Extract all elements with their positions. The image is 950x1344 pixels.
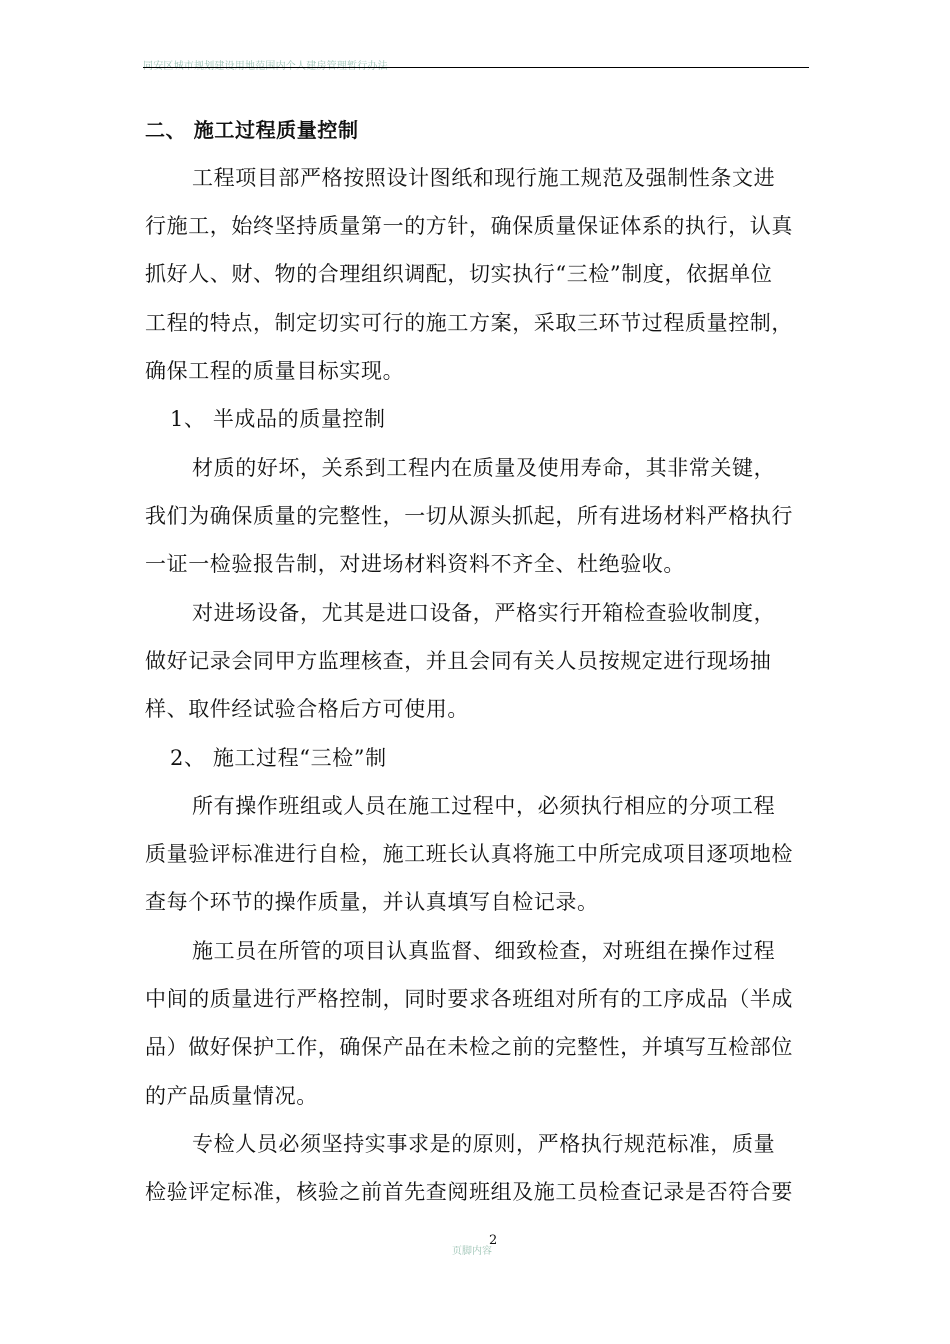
- paragraph-line: 专检人员必须坚持实事求是的原则，严格执行规范标准，质量: [192, 1132, 776, 1156]
- paragraph-line: 质量验评标准进行自检，施工班长认真将施工中所完成项目逐项地检: [145, 842, 793, 866]
- paragraph-line: 确保工程的质量目标实现。: [145, 359, 405, 383]
- paragraph-line: 对进场设备，尤其是进口设备，严格实行开箱检查验收制度，: [192, 601, 776, 625]
- paragraph-line: 做好记录会同甲方监理核查，并且会同有关人员按规定进行现场抽: [145, 649, 772, 673]
- paragraph-line: 工程的特点，制定切实可行的施工方案，采取三环节过程质量控制，: [145, 311, 793, 335]
- paragraph-line: 所有操作班组或人员在施工过程中，必须执行相应的分项工程: [192, 794, 776, 818]
- paragraph-line: 检验评定标准，核验之前首先查阅班组及施工员检查记录是否符合要: [145, 1180, 793, 1204]
- page-header-title: 同安区城市规划建设用地范围内个人建房管理暂行办法: [143, 61, 388, 72]
- paragraph-line: 材质的好坏，关系到工程内在质量及使用寿命，其非常关键，: [192, 456, 776, 480]
- paragraph-line: 的产品质量情况。: [145, 1084, 318, 1108]
- paragraph-line: 一证一检验报告制，对进场材料资料不齐全、杜绝验收。: [145, 552, 685, 576]
- paragraph-line: 查每个环节的操作质量，并认真填写自检记录。: [145, 890, 599, 914]
- paragraph-line: 抓好人、财、物的合理组织调配，切实执行“三检”制度，依据单位: [145, 262, 773, 286]
- paragraph-line: 样、取件经试验合格后方可使用。: [145, 697, 469, 721]
- paragraph-line: 施工员在所管的项目认真监督、细致检查，对班组在操作过程: [192, 939, 776, 963]
- header-divider: [143, 67, 809, 68]
- section-heading: 二、 施工过程质量控制: [145, 118, 359, 142]
- subsection-heading: 2、 施工过程“三检”制: [170, 746, 387, 770]
- page-footer-text: 页脚内容: [452, 1246, 492, 1257]
- paragraph-line: 中间的质量进行严格控制，同时要求各班组对所有的工序成品（半成: [145, 987, 793, 1011]
- paragraph-line: 我们为确保质量的完整性，一切从源头抓起，所有进场材料严格执行: [145, 504, 793, 528]
- paragraph-line: 品）做好保护工作，确保产品在未检之前的完整性，并填写互检部位: [145, 1035, 793, 1059]
- paragraph-line: 行施工，始终坚持质量第一的方针，确保质量保证体系的执行，认真: [145, 214, 793, 238]
- page-number: 2: [489, 1233, 498, 1248]
- subsection-heading: 1、 半成品的质量控制: [170, 407, 386, 431]
- paragraph-line: 工程项目部严格按照设计图纸和现行施工规范及强制性条文进: [192, 166, 776, 190]
